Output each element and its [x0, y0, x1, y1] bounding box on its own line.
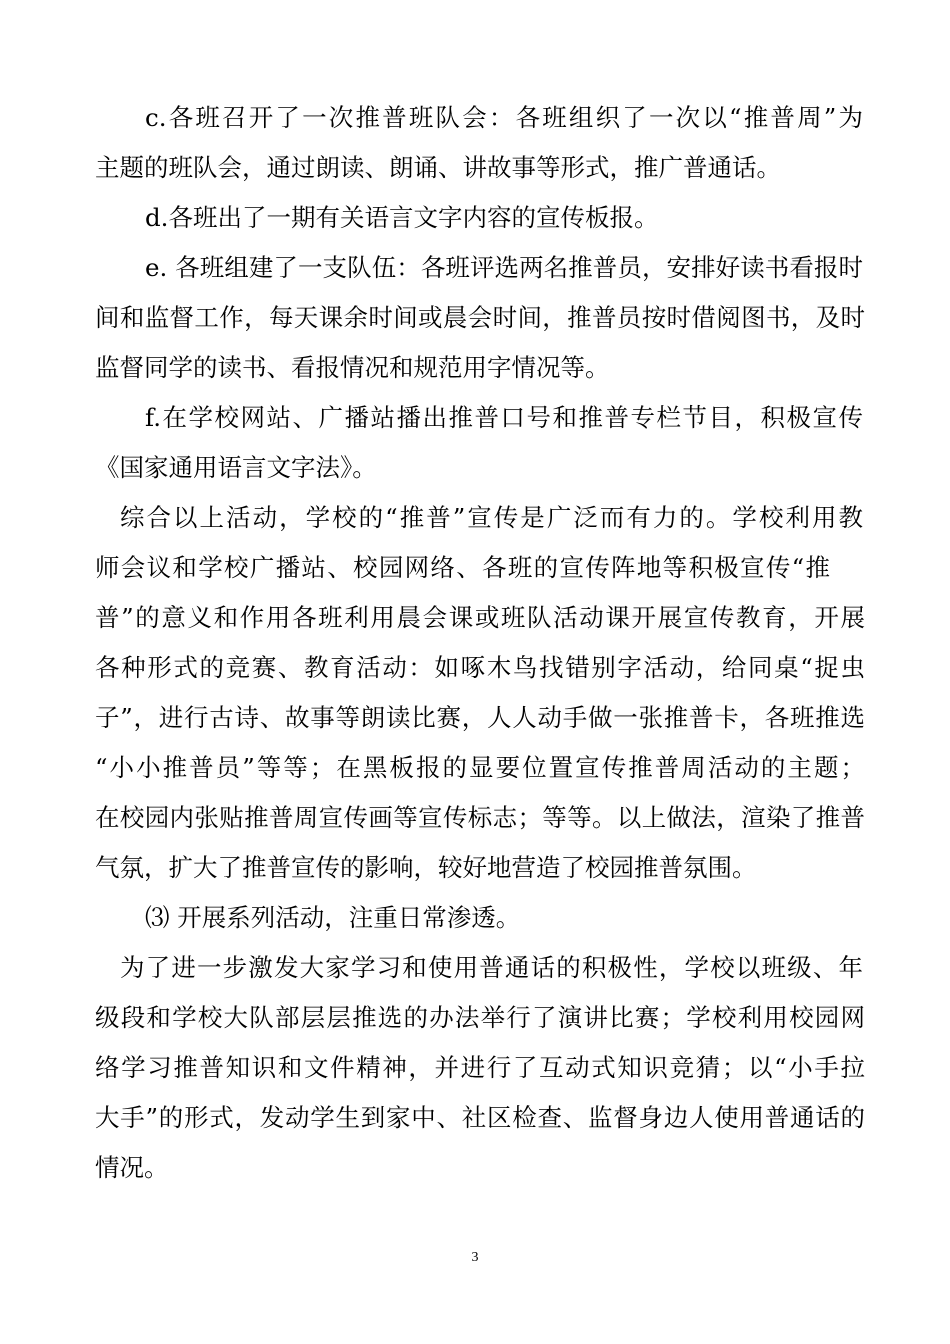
section-heading: ⑶ 开展系列活动，注重日常渗透。: [145, 903, 521, 932]
page-number: 3: [471, 1250, 479, 1265]
paragraph-line: 情况。: [95, 1153, 169, 1182]
paragraph-line: 子”，进行古诗、故事等朗读比赛，人人动手做一张推普卡，各班推选: [95, 703, 865, 732]
paragraph-line: c.各班召开了一次推普班队会：各班组织了一次以“推普周”为: [145, 103, 863, 132]
paragraph-line: 监督同学的读书、看报情况和规范用字情况等。: [95, 353, 610, 382]
paragraph-line: 在校园内张贴推普周宣传画等宣传标志；等等。以上做法，渲染了推普: [95, 803, 865, 832]
paragraph-line: 气氛，扩大了推普宣传的影响，较好地营造了校园推普氛围。: [95, 853, 757, 882]
paragraph-line: 《国家通用语言文字法》。: [95, 453, 377, 482]
paragraph-line: “小小推普员”等等；在黑板报的显要位置宣传推普周活动的主题；: [95, 753, 865, 782]
paragraph-line: 间和监督工作，每天课余时间或晨会时间，推普员按时借阅图书，及时: [95, 303, 865, 332]
paragraph-line: 络学习推普知识和文件精神，并进行了互动式知识竞猜；以“小手拉: [95, 1053, 865, 1082]
paragraph-line: 大手”的形式，发动学生到家中、社区检查、监督身边人使用普通话的: [95, 1103, 865, 1132]
paragraph-line: 为了进一步激发大家学习和使用普通话的积极性，学校以班级、年: [120, 953, 863, 982]
paragraph-line: d.各班出了一期有关语言文字内容的宣传板报。: [145, 203, 659, 232]
paragraph-line: 综合以上活动，学校的“推普”宣传是广泛而有力的。学校利用教: [120, 503, 863, 532]
paragraph-line: 主题的班队会，通过朗读、朗诵、讲故事等形式，推广普通话。: [95, 153, 781, 182]
paragraph-line: f.在学校网站、广播站播出推普口号和推普专栏节目，积极宣传: [145, 403, 863, 432]
paragraph-line: 级段和学校大队部层层推选的办法举行了演讲比赛；学校利用校园网: [95, 1003, 865, 1032]
paragraph-line: 各种形式的竞赛、教育活动：如啄木鸟找错别字活动，给同桌“捉虫: [95, 653, 865, 682]
paragraph-line: 师会议和学校广播站、校园网络、各班的宣传阵地等积极宣传“推: [95, 553, 830, 582]
paragraph-line: 普”的意义和作用各班利用晨会课或班队活动课开展宣传教育，开展: [95, 603, 865, 632]
paragraph-line: e. 各班组建了一支队伍：各班评选两名推普员，安排好读书看报时: [145, 253, 863, 282]
